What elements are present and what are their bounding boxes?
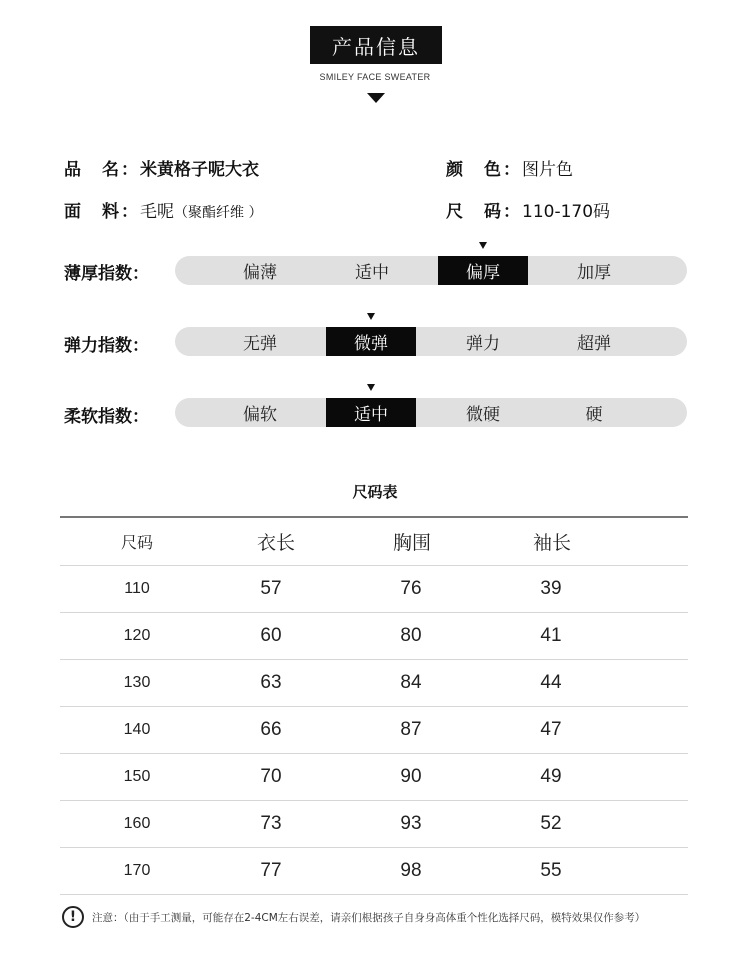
product-name-value: 米黄格子呢大衣	[140, 160, 259, 180]
size-cell: 140	[123, 720, 151, 738]
length-cell: 63	[260, 671, 282, 693]
triangle-down-icon	[367, 93, 385, 103]
section-subtitle: SMILEY FACE SWEATER	[319, 72, 431, 82]
sleeve-cell: 52	[540, 812, 562, 834]
chest-cell: 76	[400, 577, 422, 599]
thickness-index-bar	[175, 256, 687, 285]
sleeve-cell: 47	[540, 718, 562, 740]
elasticity-option-2-selected: 微弹	[326, 327, 416, 356]
product-size-label: 尺 码：	[446, 202, 522, 222]
table-row	[60, 659, 688, 707]
size-table-title: 尺码表	[352, 483, 398, 501]
size-cell: 120	[123, 626, 151, 644]
product-name-row	[64, 155, 259, 180]
size-cell: 130	[123, 673, 151, 691]
size-cell: 160	[123, 814, 151, 832]
length-cell: 70	[260, 765, 282, 787]
column-header-size: 尺码	[120, 535, 153, 552]
product-name-label: 品 名：	[64, 160, 140, 180]
chest-cell: 93	[400, 812, 422, 834]
section-title: 产品信息	[332, 34, 420, 59]
exclamation-circle-icon: !	[62, 906, 84, 928]
thickness-index-label: 薄厚指数：	[64, 264, 149, 284]
thickness-option-4: 加厚	[577, 263, 611, 283]
product-color-label: 颜 色：	[446, 160, 522, 180]
table-header-row	[60, 518, 688, 566]
product-fabric-value: 毛呢	[140, 202, 174, 222]
table-row	[60, 800, 688, 848]
sleeve-cell: 55	[540, 859, 562, 881]
elasticity-option-4: 超弹	[577, 334, 611, 354]
table-row	[60, 565, 688, 613]
thickness-option-3-selected: 偏厚	[438, 256, 528, 285]
softness-option-3: 微硬	[466, 405, 500, 425]
thickness-option-1: 偏薄	[243, 263, 277, 283]
elasticity-marker-icon	[367, 313, 375, 320]
product-color-value: 图片色	[522, 160, 573, 180]
product-fabric-row	[64, 197, 262, 222]
softness-option-4: 硬	[585, 405, 603, 425]
product-fabric-label: 面 料：	[64, 202, 140, 222]
softness-index-label: 柔软指数：	[64, 407, 149, 427]
length-cell: 66	[260, 718, 282, 740]
thickness-option-2: 适中	[355, 263, 389, 283]
elasticity-index-label: 弹力指数：	[64, 336, 149, 356]
product-size-row	[446, 197, 610, 222]
softness-index-bar	[175, 398, 687, 427]
column-header-length: 衣长	[256, 533, 295, 554]
product-fabric-detail: （聚酯纤维 ）	[174, 205, 263, 221]
product-color-row	[446, 155, 573, 180]
note-text: 注意：（由于手工测量，可能存在2-4CM左右误差，请亲们根据孩子自身身高体重个性化选择尺码，模特效果仅作参考）	[92, 911, 646, 924]
chest-cell: 98	[400, 859, 422, 881]
sleeve-cell: 41	[540, 624, 562, 646]
column-header-chest: 胸围	[392, 533, 431, 554]
product-size-value: 110-170码	[522, 202, 611, 222]
table-row	[60, 612, 688, 660]
softness-marker-icon	[367, 384, 375, 391]
column-header-sleeve: 袖长	[532, 533, 571, 554]
length-cell: 57	[260, 577, 282, 599]
chest-cell: 87	[400, 718, 422, 740]
chest-cell: 80	[400, 624, 422, 646]
softness-option-1: 偏软	[243, 405, 277, 425]
sleeve-cell: 44	[540, 671, 562, 693]
size-cell: 110	[124, 579, 150, 597]
sleeve-cell: 49	[540, 765, 562, 787]
elasticity-option-1: 无弹	[243, 334, 277, 354]
chest-cell: 84	[400, 671, 422, 693]
table-row	[60, 847, 688, 895]
sleeve-cell: 39	[540, 577, 562, 599]
elasticity-index-bar	[175, 327, 687, 356]
length-cell: 73	[260, 812, 282, 834]
table-row	[60, 706, 688, 754]
table-row	[60, 753, 688, 801]
size-cell: 150	[123, 767, 151, 785]
section-title-box	[310, 26, 442, 64]
softness-option-2-selected: 适中	[326, 398, 416, 427]
measurement-note	[62, 906, 645, 928]
thickness-marker-icon	[479, 242, 487, 249]
chest-cell: 90	[400, 765, 422, 787]
elasticity-option-3: 弹力	[466, 334, 500, 354]
size-cell: 170	[123, 861, 151, 879]
length-cell: 60	[260, 624, 282, 646]
length-cell: 77	[260, 859, 282, 881]
